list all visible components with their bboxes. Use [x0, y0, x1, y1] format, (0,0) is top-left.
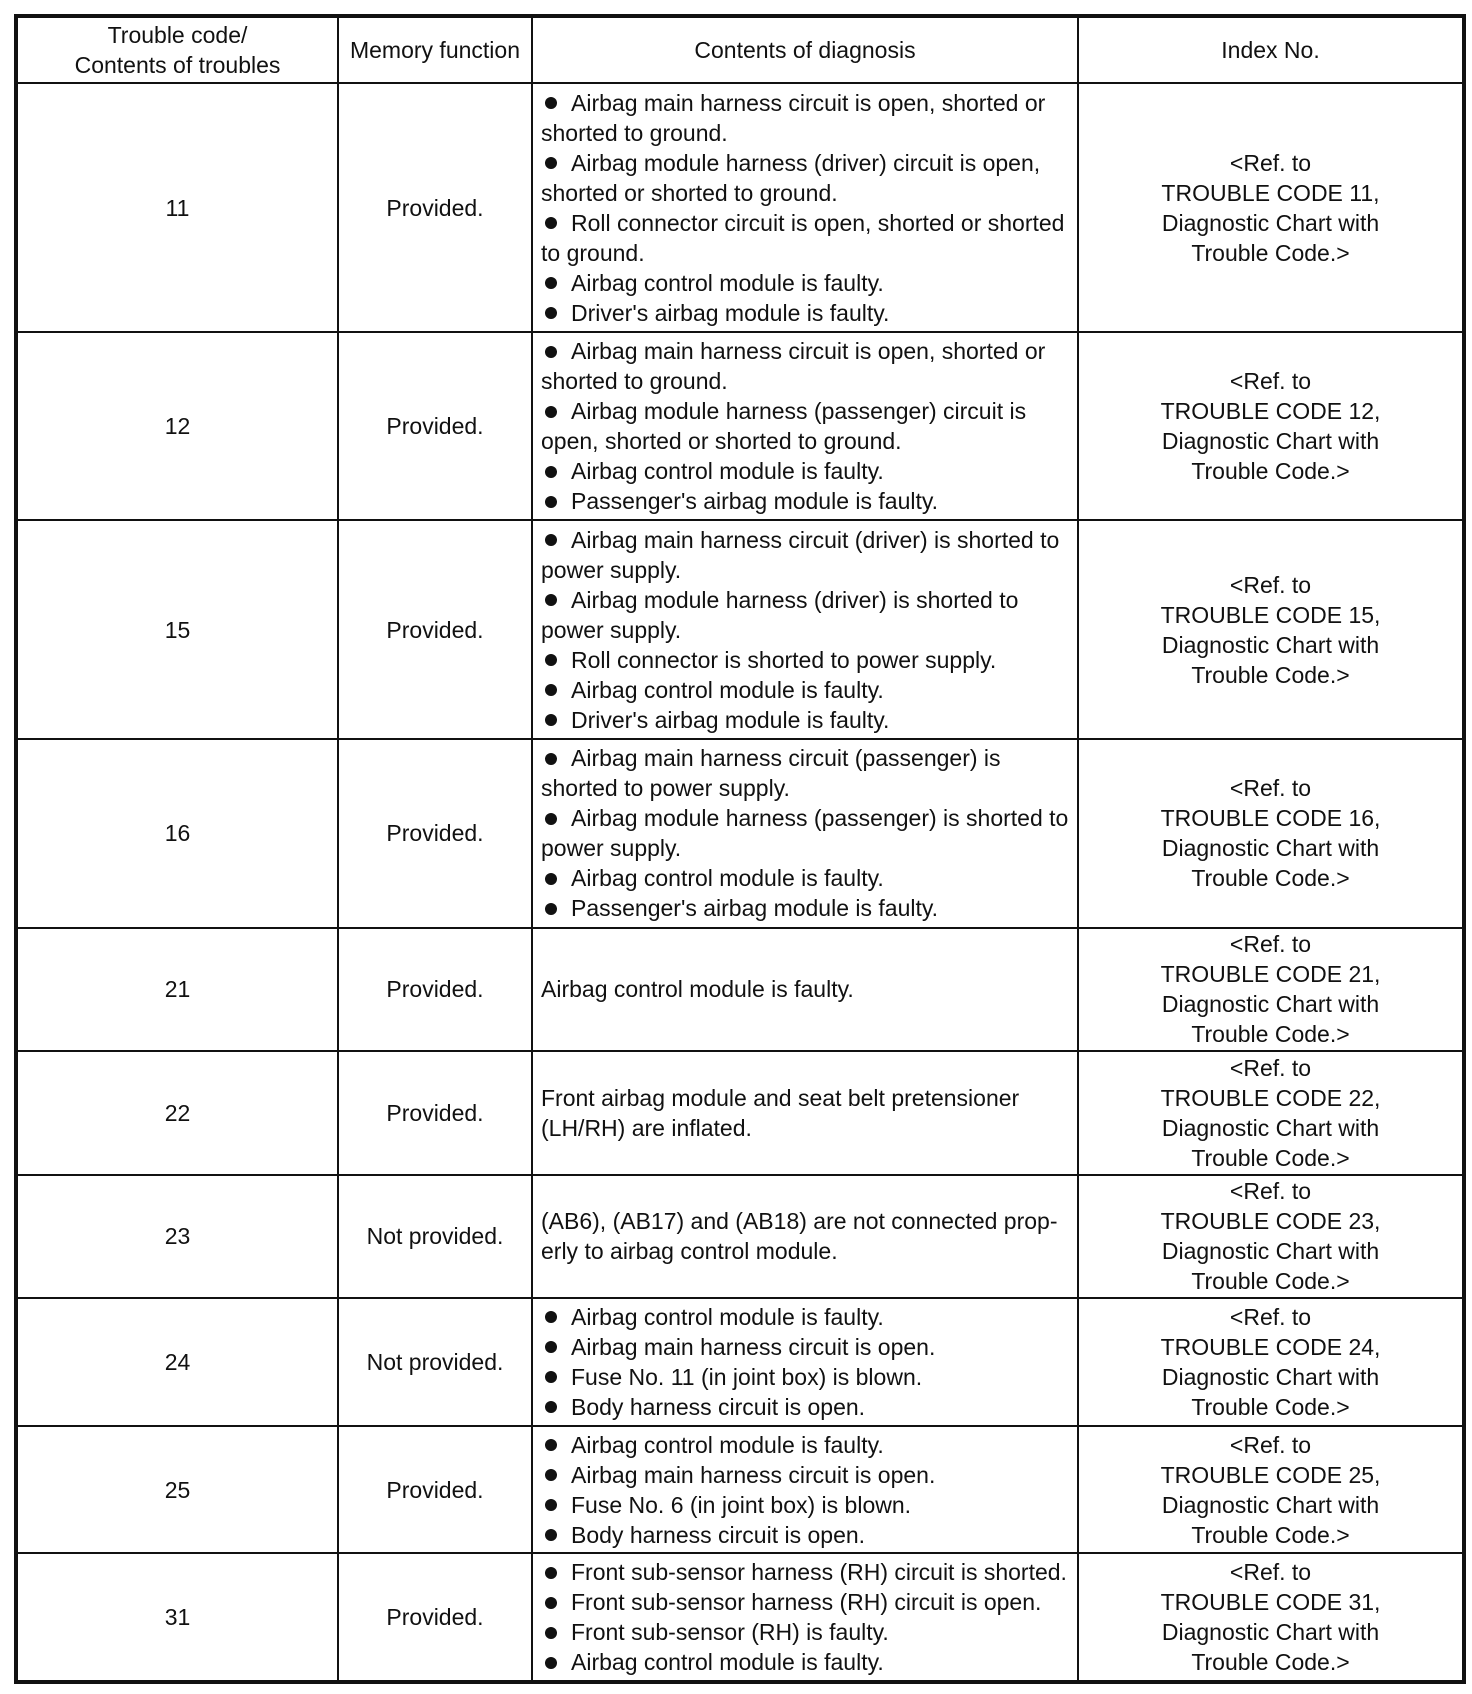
diagnosis-item	[541, 486, 1071, 516]
diagnosis-item	[541, 1460, 1071, 1490]
index-line: <Ref. to	[1229, 368, 1312, 395]
index-line: TROUBLE CODE 31,	[1160, 1589, 1381, 1616]
table-row	[16, 739, 1464, 927]
diagnosis-item	[541, 1332, 1071, 1362]
diagnosis-item	[541, 1587, 1071, 1617]
index-cell	[1078, 332, 1464, 520]
trouble-code-table	[14, 14, 1466, 1684]
header-trouble-code	[16, 16, 338, 83]
table-row	[16, 83, 1464, 332]
diagnosis-cell	[532, 1426, 1078, 1554]
index-line: Diagnostic Chart with	[1161, 1491, 1380, 1518]
diagnosis-item	[541, 645, 1071, 675]
diagnosis-item-text: Airbag module harness (passenger) circuit is open, shorted or shorted to ground.	[541, 398, 1027, 455]
index-line: Trouble Code.>	[1191, 1393, 1350, 1420]
trouble-code-cell: 23	[16, 1175, 338, 1299]
bullet-icon	[545, 813, 557, 825]
trouble-code-cell: 12	[16, 332, 338, 520]
trouble-code-cell: 11	[16, 83, 338, 332]
table-row	[16, 1051, 1464, 1175]
memory-function-cell: Provided.	[338, 1553, 532, 1682]
bullet-icon	[545, 277, 557, 289]
diagnosis-item-text: Airbag main harness circuit is open.	[571, 1333, 936, 1360]
diagnosis-item	[541, 456, 1071, 486]
diagnosis-item	[541, 1490, 1071, 1520]
table-row	[16, 1426, 1464, 1554]
index-cell	[1078, 1051, 1464, 1175]
diagnosis-cell	[532, 739, 1078, 927]
bullet-icon	[545, 1529, 557, 1541]
diagnosis-item	[541, 88, 1071, 148]
diagnosis-item-text: Passenger's airbag module is faulty.	[571, 488, 939, 515]
diagnosis-text: Airbag control module is faulty.	[541, 976, 854, 1003]
header-row	[16, 16, 1464, 83]
bullet-icon	[545, 1657, 557, 1669]
diagnosis-item	[541, 268, 1071, 298]
diagnosis-item-text: Airbag main harness circuit is open, shorted or shorted to ground.	[541, 338, 1046, 395]
diagnosis-item	[541, 893, 1071, 923]
diagnosis-list	[541, 88, 1071, 328]
trouble-code-cell: 21	[16, 928, 338, 1052]
table-row	[16, 928, 1464, 1052]
trouble-code-cell: 22	[16, 1051, 338, 1175]
bullet-icon	[545, 903, 557, 915]
table-row	[16, 1175, 1464, 1299]
index-line: Diagnostic Chart with	[1161, 209, 1380, 236]
diagnosis-item-text: Airbag control module is faulty.	[571, 865, 884, 892]
diagnosis-item	[541, 336, 1071, 396]
diagnosis-item	[541, 585, 1071, 645]
diagnosis-item	[541, 525, 1071, 585]
diagnosis-item	[541, 1617, 1071, 1647]
table-body	[16, 83, 1464, 1682]
memory-function-cell: Not provided.	[338, 1175, 532, 1299]
table-row	[16, 1298, 1464, 1426]
diagnosis-list	[541, 1302, 1071, 1422]
bullet-icon	[545, 1311, 557, 1323]
bullet-icon	[545, 157, 557, 169]
diagnosis-item	[541, 1362, 1071, 1392]
diagnosis-item-text: Driver's airbag module is faulty.	[571, 706, 890, 733]
diagnosis-item-text: Airbag control module is faulty.	[571, 1303, 884, 1330]
index-cell	[1078, 83, 1464, 332]
index-line: <Ref. to	[1229, 931, 1312, 958]
index-line: TROUBLE CODE 12,	[1160, 398, 1381, 425]
bullet-icon	[545, 1439, 557, 1451]
header-trouble-code-line1: Trouble code/	[107, 22, 248, 48]
index-line: Trouble Code.>	[1191, 661, 1350, 688]
header-contents-of-diagnosis: Contents of diagnosis	[532, 16, 1078, 83]
diagnosis-text: (AB6), (AB17) and (AB18) are not connected prop-erly to airbag control module.	[541, 1208, 1058, 1265]
diagnosis-item	[541, 208, 1071, 268]
bullet-icon	[545, 1499, 557, 1511]
index-line: <Ref. to	[1229, 1303, 1312, 1330]
diagnosis-item-text: Passenger's airbag module is faulty.	[571, 895, 939, 922]
diagnosis-item-text: Airbag control module is faulty.	[571, 1649, 884, 1676]
index-line: <Ref. to	[1229, 775, 1312, 802]
index-line: Trouble Code.>	[1191, 1021, 1350, 1048]
index-line: TROUBLE CODE 16,	[1160, 805, 1381, 832]
diagnosis-item-text: Body harness circuit is open.	[571, 1521, 866, 1548]
index-line: TROUBLE CODE 22,	[1160, 1084, 1381, 1111]
diagnosis-item-text: Airbag control module is faulty.	[571, 458, 884, 485]
diagnosis-list	[541, 1430, 1071, 1550]
diagnosis-cell	[532, 1051, 1078, 1175]
diagnosis-item	[541, 1430, 1071, 1460]
memory-function-cell: Provided.	[338, 520, 532, 739]
bullet-icon	[545, 466, 557, 478]
bullet-icon	[545, 1401, 557, 1413]
table-row	[16, 1553, 1464, 1682]
bullet-icon	[545, 406, 557, 418]
diagnosis-cell	[532, 1298, 1078, 1426]
diagnosis-item	[541, 705, 1071, 735]
diagnosis-item	[541, 743, 1071, 803]
index-line: Diagnostic Chart with	[1161, 428, 1380, 455]
diagnosis-item-text: Airbag control module is faulty.	[571, 1431, 884, 1458]
diagnosis-item	[541, 1647, 1071, 1677]
index-line: <Ref. to	[1229, 1054, 1312, 1081]
trouble-code-cell: 24	[16, 1298, 338, 1426]
diagnosis-item-text: Airbag main harness circuit is open, shorted or shorted to ground.	[541, 89, 1046, 146]
index-line: TROUBLE CODE 24,	[1160, 1333, 1381, 1360]
index-cell	[1078, 1175, 1464, 1299]
index-cell	[1078, 1553, 1464, 1682]
diagnosis-cell	[532, 1175, 1078, 1299]
header-memory-function: Memory function	[338, 16, 532, 83]
bullet-icon	[545, 534, 557, 546]
index-cell	[1078, 739, 1464, 927]
diagnosis-item	[541, 863, 1071, 893]
bullet-icon	[545, 1567, 557, 1579]
bullet-icon	[545, 1371, 557, 1383]
diagnosis-item-text: Airbag module harness (driver) is shorted to power supply.	[541, 586, 1019, 643]
memory-function-cell: Provided.	[338, 928, 532, 1052]
diagnosis-cell	[532, 928, 1078, 1052]
memory-function-cell: Provided.	[338, 739, 532, 927]
index-line: TROUBLE CODE 25,	[1160, 1461, 1381, 1488]
trouble-code-cell: 15	[16, 520, 338, 739]
diagnosis-item-text: Front sub-sensor harness (RH) circuit is shorted.	[571, 1559, 1067, 1586]
index-line: Diagnostic Chart with	[1161, 1619, 1380, 1646]
index-line: Diagnostic Chart with	[1161, 1363, 1380, 1390]
diagnosis-item	[541, 1520, 1071, 1550]
index-line: Diagnostic Chart with	[1161, 1114, 1380, 1141]
memory-function-cell: Provided.	[338, 1426, 532, 1554]
diagnosis-item-text: Airbag module harness (driver) circuit is open, shorted or shorted to ground.	[541, 149, 1041, 206]
index-line: TROUBLE CODE 11,	[1161, 179, 1380, 206]
trouble-code-cell: 25	[16, 1426, 338, 1554]
index-line: Diagnostic Chart with	[1161, 1238, 1380, 1265]
bullet-icon	[545, 1597, 557, 1609]
diagnosis-item-text: Fuse No. 6 (in joint box) is blown.	[571, 1491, 912, 1518]
bullet-icon	[545, 346, 557, 358]
trouble-code-cell: 16	[16, 739, 338, 927]
diagnosis-item-text: Front sub-sensor harness (RH) circuit is open.	[571, 1589, 1042, 1616]
diagnosis-item-text: Body harness circuit is open.	[571, 1393, 866, 1420]
memory-function-cell: Provided.	[338, 83, 532, 332]
index-line: Trouble Code.>	[1191, 239, 1350, 266]
index-line: <Ref. to	[1229, 1431, 1312, 1458]
bullet-icon	[545, 684, 557, 696]
diagnosis-cell	[532, 83, 1078, 332]
bullet-icon	[545, 594, 557, 606]
bullet-icon	[545, 496, 557, 508]
diagnosis-list	[541, 743, 1071, 923]
table-row	[16, 520, 1464, 739]
index-line: <Ref. to	[1229, 1178, 1312, 1205]
header-trouble-code-line2: Contents of troubles	[74, 52, 281, 78]
index-line: TROUBLE CODE 21,	[1160, 961, 1381, 988]
index-line: Trouble Code.>	[1191, 1521, 1350, 1548]
diagnosis-item-text: Roll connector is shorted to power supply.	[571, 646, 997, 673]
diagnosis-item-text: Airbag main harness circuit (passenger) is shorted to power supply.	[541, 745, 1001, 802]
diagnosis-item	[541, 148, 1071, 208]
index-line: TROUBLE CODE 23,	[1160, 1208, 1381, 1235]
index-line: <Ref. to	[1229, 149, 1312, 176]
index-line: Trouble Code.>	[1191, 1144, 1350, 1171]
diagnosis-item	[541, 803, 1071, 863]
diagnosis-item-text: Airbag main harness circuit is open.	[571, 1461, 936, 1488]
diagnosis-item	[541, 298, 1071, 328]
diagnosis-item-text: Roll connector circuit is open, shorted or shorted to ground.	[541, 209, 1065, 266]
index-line: <Ref. to	[1229, 1559, 1312, 1586]
memory-function-cell: Not provided.	[338, 1298, 532, 1426]
index-cell	[1078, 520, 1464, 739]
diagnosis-item-text: Driver's airbag module is faulty.	[571, 299, 890, 326]
table-row	[16, 332, 1464, 520]
bullet-icon	[545, 97, 557, 109]
diagnosis-list	[541, 1557, 1071, 1677]
trouble-code-cell: 31	[16, 1553, 338, 1682]
bullet-icon	[545, 1341, 557, 1353]
diagnosis-list	[541, 525, 1071, 735]
index-cell	[1078, 1426, 1464, 1554]
diagnosis-item-text: Fuse No. 11 (in joint box) is blown.	[571, 1363, 923, 1390]
diagnosis-item	[541, 675, 1071, 705]
index-line: TROUBLE CODE 15,	[1160, 601, 1381, 628]
bullet-icon	[545, 307, 557, 319]
index-cell	[1078, 1298, 1464, 1426]
index-line: Diagnostic Chart with	[1161, 835, 1380, 862]
memory-function-cell: Provided.	[338, 1051, 532, 1175]
index-cell	[1078, 928, 1464, 1052]
index-line: Trouble Code.>	[1191, 1268, 1350, 1295]
bullet-icon	[545, 654, 557, 666]
bullet-icon	[545, 217, 557, 229]
diagnosis-item-text: Airbag module harness (passenger) is shorted to power supply.	[541, 805, 1069, 862]
diagnosis-text: Front airbag module and seat belt pretensioner (LH/RH) are inflated.	[541, 1084, 1020, 1141]
diagnosis-list	[541, 336, 1071, 516]
index-line: <Ref. to	[1229, 571, 1312, 598]
memory-function-cell: Provided.	[338, 332, 532, 520]
index-line: Trouble Code.>	[1191, 865, 1350, 892]
diagnosis-item	[541, 396, 1071, 456]
diagnosis-item-text: Front sub-sensor (RH) is faulty.	[571, 1619, 889, 1646]
diagnosis-item-text: Airbag control module is faulty.	[571, 676, 884, 703]
index-line: Trouble Code.>	[1191, 1649, 1350, 1676]
diagnosis-cell	[532, 520, 1078, 739]
bullet-icon	[545, 753, 557, 765]
bullet-icon	[545, 714, 557, 726]
index-line: Diagnostic Chart with	[1161, 631, 1380, 658]
diagnosis-cell	[532, 1553, 1078, 1682]
diagnosis-item-text: Airbag main harness circuit (driver) is shorted to power supply.	[541, 526, 1060, 583]
bullet-icon	[545, 873, 557, 885]
diagnosis-item	[541, 1392, 1071, 1422]
header-index-no: Index No.	[1078, 16, 1464, 83]
bullet-icon	[545, 1627, 557, 1639]
diagnosis-cell	[532, 332, 1078, 520]
diagnosis-item	[541, 1302, 1071, 1332]
index-line: Diagnostic Chart with	[1161, 991, 1380, 1018]
index-line: Trouble Code.>	[1191, 458, 1350, 485]
diagnosis-item	[541, 1557, 1071, 1587]
diagnosis-item-text: Airbag control module is faulty.	[571, 269, 884, 296]
bullet-icon	[545, 1469, 557, 1481]
